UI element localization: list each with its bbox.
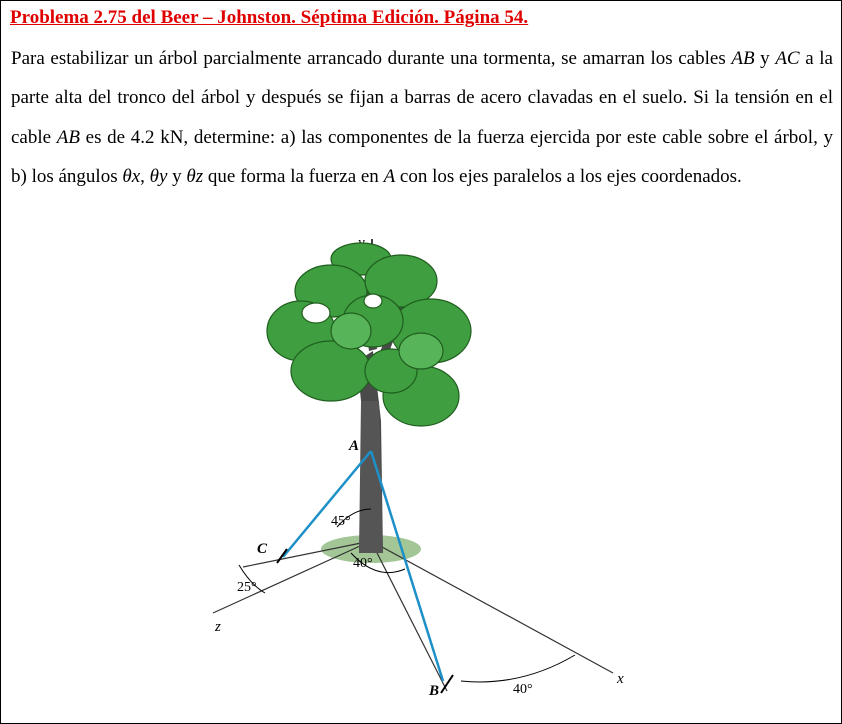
angle-40-base-label: 40° (353, 556, 373, 571)
theta-y-symbol: θy (149, 166, 168, 188)
anchor-stake-c (277, 549, 287, 563)
z-axis (213, 541, 371, 613)
statement-text: que forma la fuerza en (203, 166, 384, 188)
cable-ab-label: AB (56, 126, 80, 148)
angle-45-label: 45° (331, 514, 351, 529)
theta-x-symbol: θx (122, 166, 141, 188)
point-c-label: C (257, 541, 268, 557)
problem-title: Problema 2.75 del Beer – Johnston. Séptima Edición. Página 54. (10, 7, 529, 28)
cable-ab (371, 451, 443, 681)
x-axis-label: x (617, 671, 624, 687)
point-a-label: A (349, 438, 360, 454)
point-a-label: A (383, 166, 396, 188)
cable-ab-label: AB (731, 48, 755, 69)
angle-arc-40-ground (461, 655, 575, 682)
statement-text: Para estabilizar un árbol parcialmente arrancado durante una tormenta, se amarran los cables (11, 48, 732, 69)
cable-ac-label: AC (775, 48, 800, 69)
theta-z-symbol: θz (186, 166, 204, 188)
statement-text: a la parte alta del tronco del árbol y después se fijan a barras de acero clavadas en el suelo. Si la tensión en el cable (11, 48, 833, 148)
tree-figure (151, 229, 691, 721)
angle-40-ground-label: 40° (513, 682, 533, 697)
z-axis-label: z (215, 619, 221, 635)
problem-statement (11, 39, 833, 197)
statement-text: , (140, 166, 150, 188)
x-axis (371, 541, 613, 673)
angle-25-label: 25° (237, 580, 257, 595)
ground-ref-line-b (371, 541, 447, 691)
statement-text: es de 4.2 kN, determine: a) las componentes de la fuerza ejercida por este cable sobre el árbol, y b) los ángulos (11, 126, 834, 188)
statement-text: y (754, 48, 776, 69)
point-b-label: B (429, 683, 440, 699)
statement-text: con los ejes paralelos a los ejes coordenados. (395, 166, 742, 188)
statement-text: y (167, 166, 187, 188)
